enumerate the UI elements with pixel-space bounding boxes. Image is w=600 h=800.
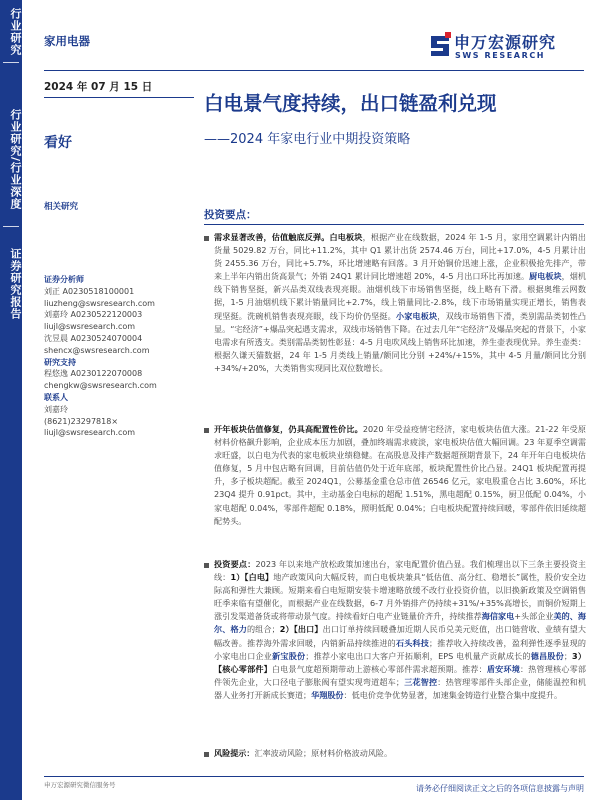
analyst-line: 刘嘉玲 A0230522120003 [44, 310, 143, 320]
logo-english-text: SWS RESEARCH [455, 51, 546, 60]
sws-logo [428, 30, 578, 64]
paragraph-valuation: 开年板块估值修复，仍具高配置性价比。2020 年受益疫情宅经济，家电板块估值大涨。21-22 年受原材料价格飙升影响，企业成本压力加剧，叠加终端需求疲淡，家电板块估值大幅回调。23 年夏季空调需求旺盛，以白电为代表的家电板块业绩稳健。在高股息及排产数据超预期背景下，24 年开年白电板块估值修复，5 月中包店略有回调，目前估值仍处于近年底部，板块配置性价比凸显。24Q1 板块配置再提升，多子板块超配。截至 2024Q1，公募基金重仓总市值 26546 亿元，家电股重仓占比 3.60%，环比 23Q4 提升 0.91pct。其中，主动基金白电标的超配 1.51%，黑电超配 0.15%，厨卫低配 0.04%，小家电超配 0.04%，零部件超配 0.18%，照明低配 0.04%；白电板块配置持续回暖，零部件依旧延续超配势头。 [214, 424, 586, 526]
report-date: 2024 年 07 月 15 日 [44, 81, 153, 93]
contact-name: 刘嘉玲 [44, 404, 68, 414]
analyst-email: shencx@swsresearch.com [44, 345, 150, 355]
paragraph-risk: 风险提示：汇率波动风险；原材料价格波动风险。 [214, 748, 393, 758]
sidebar-label-top: 行业研究 [9, 8, 22, 56]
rating-label: 看好 [44, 135, 72, 151]
research-support-heading: 研究支持 [44, 357, 76, 367]
related-research-heading: 相关研究 [44, 202, 79, 212]
footer-logo-text: 申万宏源研究微信服务号 [44, 781, 116, 789]
sidebar-label-bottom: 证券研究报告 [9, 248, 22, 320]
paragraph-demand: 需求显著改善，估值触底反弹。白电板块，根据产业在线数据，2024 年 1-5 月，家用空调累计内销出货量 5029.82 万台，同比+11.2%，其中 Q1 累计出货 2574.46 万台，同比+17.0%，4-5 月累计出货 2455.36 万台，同比+5.7%，环比增速略有回落。3 月开始铜价迅速上涨，企业积极抢先排产，带来上半年内销出货高景气；外销 24Q1 累计同比增速超 20%，4-5 月出口环比再加速。厨电板块，烟机线下销售坚挺，新兴品类双线表现亮眼。油烟机线下市场销售坚挺，线上略有下滑。根据奥维云网数据，1-5 月油烟机线下累计销量同比+2.7%，线上销量同比-2.8%，线下市场销量实现正增长，销售表现坚挺。洗碗机销售表现亮眼，线下均价仍坚挺。小家电板块，双线市场销售下滑，类别需品类韧性凸显。“宅经济”+爆品突起遇支需求，双线市场销售下降。在过去几年“宅经济”及爆品突起的背景下，小家电需求有所透支。类别需品类韧性彰显：4-5 月电吹风线上销售环比加速，养生壶表现优异。养生壶类：根据久谦天猫数据，24 年 1-5 月类线上销量/额同比分别 +24%/+15%，其中 4-5 月量/额同比分别+34%/+20%，大类销售实现同比双位数增长。 [214, 232, 586, 373]
paragraph-investment: 投资要点：2023 年以来地产放松政策加速出台，家电配置价值凸显。我们梳理出以下三条主要投资主线：1）【白电】地产政策风向大幅反转，而白电板块兼具“低估值、高分红、稳增长”属性，股价安全边际高和弹性大兼顾。短期来看白电短期安装卡增速略放缓不改行业投资价值，以旧换新政策及空调销售旺季来临有望催化，而根据产业在线数据，6-7 月外销排产仍持续+31%/+35%高增长，而铜价短期上涨引发渠道备货或将带动景气度。持续看好白电产业链量价齐升，持续推荐海信家电+头部企业美的、海尔、格力的组合；2）【出口】出口订单持续回暖叠加近期人民币兑美元贬值，出口链营收、业绩有望大幅改善。推荐海外需求回暖，内销新品持续推进的石头科技；推荐收入持续改善，盈利弹性逐季显现的小家电出口企业新宝股份；推荐小家电出口大客户开拓顺利，EPS 电机量产贡献成长的德昌股份；3）【核心零部件】白电景气度超预期带动上游核心零部件需求超预期。推荐：盾安环境：热管理核心零部件领先企业，大口径电子膨胀阀有望实现弯道超车；三花智控：热管理零部件头部企业，储能温控和机器人业务打开新成长赛道；华翔股份：低电价竞争优势显著，加速集金铸造行业整合集中度提升。 [214, 559, 586, 700]
points-rule [204, 224, 584, 225]
analyst-block [44, 274, 194, 439]
sidebar-divider [3, 62, 19, 63]
bullet-icon [204, 752, 209, 757]
date-rule [44, 97, 194, 98]
disclaimer-text: 请务必仔细阅读正文之后的各项信息披露与声明 [416, 784, 584, 793]
sidebar-label-mid: 行业研究/行业深度 [9, 109, 22, 211]
report-subtitle: ——2024 年家电行业中期投资策略 [204, 132, 411, 147]
contact-phone: (8621)23297818× [44, 416, 119, 426]
analyst-email: liuzheng@swsresearch.com [44, 298, 155, 308]
bullet-icon [204, 428, 209, 433]
analyst-heading: 证券分析师 [44, 275, 84, 284]
report-title: 白电景气度持续，出口链盈利兑现 [204, 92, 497, 115]
analyst-line: 沈昱晨 A0230524070004 [44, 333, 143, 343]
logo-chinese-text: 申万宏源研究 [454, 33, 557, 52]
assistant-line: 程悠逸 A0230122070008 [44, 369, 143, 379]
assistant-email: chengkw@swsresearch.com [44, 381, 157, 391]
header-rule [44, 70, 584, 71]
bullet-icon [204, 236, 209, 241]
sws-logo-icon [428, 32, 452, 60]
analyst-email: liujl@swsresearch.com [44, 322, 136, 332]
contact-email: liujl@swsresearch.com [44, 428, 136, 438]
industry-category: 家用电器 [44, 34, 90, 48]
investment-points-heading: 投资要点： [204, 209, 257, 221]
bullet-icon [204, 563, 209, 568]
footer-rule [44, 776, 584, 777]
analyst-line: 刘正 A0230518100001 [44, 286, 135, 296]
contact-heading: 联系人 [44, 392, 68, 402]
sidebar-divider [3, 226, 19, 227]
